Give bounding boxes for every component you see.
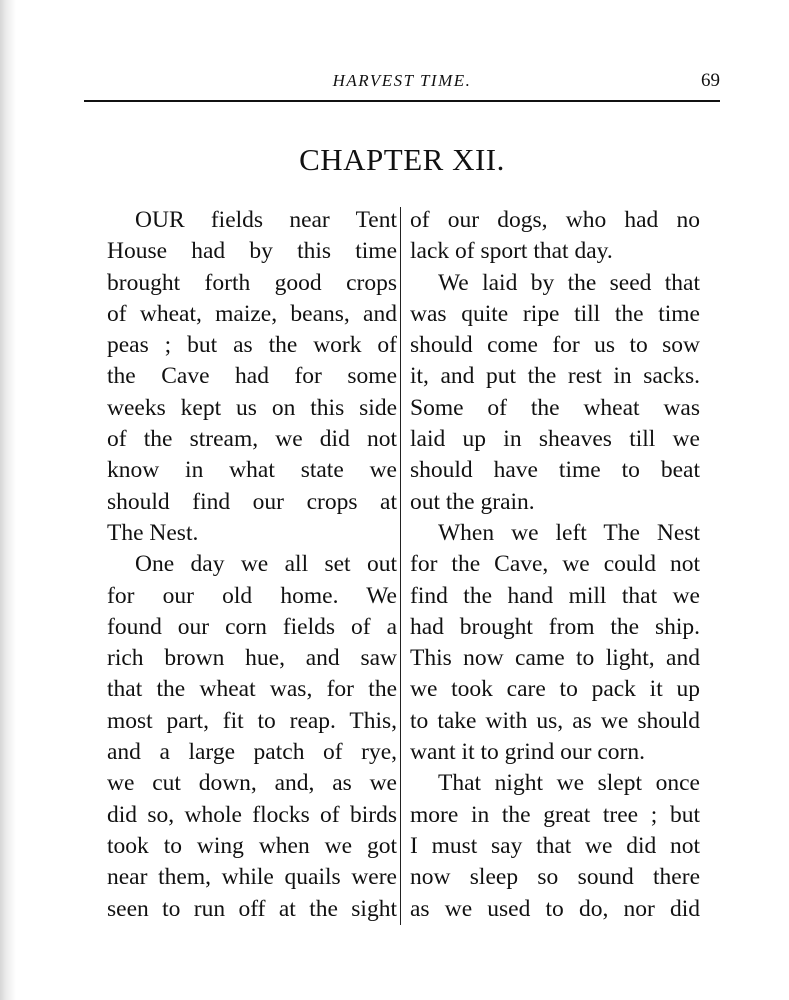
text-line: We laid by the seed that — [438, 269, 700, 296]
text-line: of our dogs, who had no — [410, 207, 700, 233]
text-line: most part, fit to reap. This, — [107, 707, 397, 734]
text-line: find the hand mill that we — [410, 582, 700, 609]
text-line: that the wheat was, for the — [107, 676, 397, 703]
text-line: of wheat, maize, beans, and — [107, 300, 397, 327]
text-line: out the grain. — [410, 488, 535, 515]
text-line: had brought from the ship. — [410, 613, 700, 640]
text-line: OUR fields near Tent — [135, 207, 397, 233]
page-number: 69 — [701, 70, 720, 91]
text-line: This now came to light, and — [410, 645, 700, 672]
running-head — [84, 68, 720, 98]
running-title: HARVEST TIME. — [332, 71, 472, 90]
text-line: and a large patch of rye, — [107, 739, 397, 766]
text-line: the Cave had for some — [107, 363, 397, 390]
text-line: should come for us to sow — [410, 332, 700, 359]
text-column-left — [107, 205, 397, 925]
text-line: for the Cave, we could not — [410, 551, 700, 578]
text-line: for our old home. We — [107, 582, 397, 609]
text-line: should have time to beat — [410, 457, 700, 484]
text-line: lack of sport that day. — [410, 238, 613, 265]
text-line: was quite ripe till the time — [410, 300, 700, 327]
text-line: One day we all set out — [135, 551, 397, 578]
page-edge-shadow — [0, 0, 16, 1000]
text-line: brought forth good crops — [107, 269, 397, 296]
text-line: as we used to do, nor did — [410, 895, 700, 922]
text-line: That night we slept once — [438, 770, 700, 797]
text-line: peas ; but as the work of — [107, 332, 397, 359]
text-line: to take with us, as we should — [410, 707, 700, 734]
text-line: of the stream, we did not — [107, 426, 397, 453]
header-rule — [84, 100, 720, 102]
text-line: should find our crops at — [107, 488, 397, 515]
text-line: When we left The Nest — [438, 519, 700, 546]
text-line: it, and put the rest in sacks. — [410, 363, 700, 390]
text-line: laid up in sheaves till we — [410, 426, 700, 453]
text-line: found our corn fields of a — [107, 613, 397, 640]
text-line: The Nest. — [107, 519, 199, 546]
text-line: want it to grind our corn. — [410, 739, 645, 766]
text-line: more in the great tree ; but — [410, 801, 700, 828]
column-divider — [400, 207, 401, 925]
text-line: now sleep so sound there — [410, 864, 700, 891]
text-line: Some of the wheat was — [410, 394, 700, 421]
text-column-right — [410, 205, 700, 925]
text-line: weeks kept us on this side — [107, 394, 397, 421]
text-line: did so, whole flocks of birds — [107, 801, 397, 828]
chapter-title: CHAPTER XII. — [299, 142, 505, 177]
text-line: we took care to pack it up — [410, 676, 700, 703]
text-line: I must say that we did not — [410, 832, 700, 859]
text-line: seen to run off at the sight — [107, 895, 397, 922]
text-line: near them, while quails were — [107, 864, 397, 891]
text-line: House had by this time — [107, 238, 397, 265]
text-line: rich brown hue, and saw — [107, 645, 397, 672]
text-line: know in what state we — [107, 457, 397, 484]
text-line: took to wing when we got — [107, 832, 397, 859]
text-line: we cut down, and, as we — [107, 770, 397, 797]
